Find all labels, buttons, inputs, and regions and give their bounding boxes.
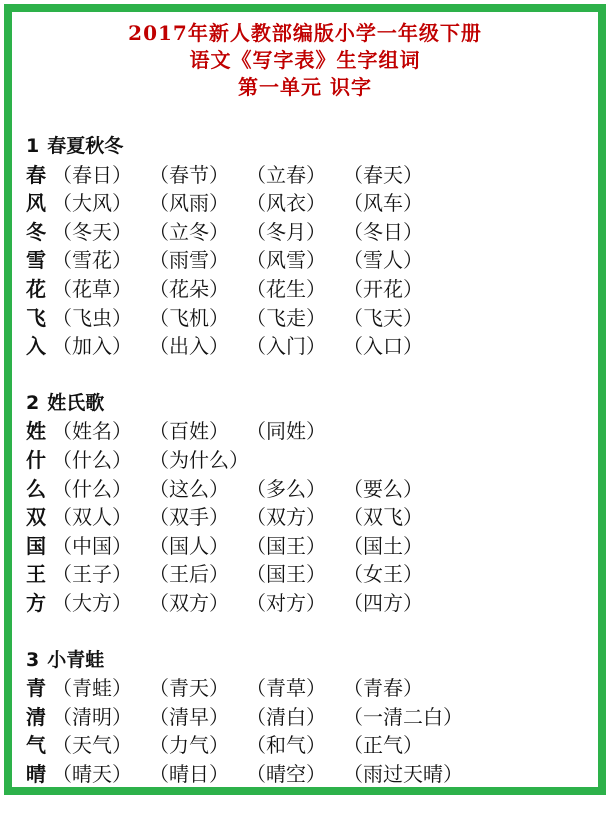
title-line-2: 语文《写字表》生字组词 bbox=[189, 48, 421, 72]
character: 晴 bbox=[26, 761, 46, 786]
character: 花 bbox=[26, 276, 46, 301]
word-group: （晴日） bbox=[149, 761, 229, 786]
word-group: （双飞） bbox=[343, 505, 423, 530]
word-group: （力气） bbox=[149, 733, 229, 758]
word-group: （青草） bbox=[246, 676, 326, 701]
word-group: （飞走） bbox=[246, 305, 326, 330]
word-group: （青蛙） bbox=[52, 676, 132, 701]
lesson-number: 1 bbox=[26, 135, 40, 157]
word-group: （同姓） bbox=[246, 419, 326, 444]
word-group: （要么） bbox=[343, 476, 423, 501]
character: 姓 bbox=[26, 419, 46, 444]
word-group: （飞虫） bbox=[52, 305, 132, 330]
word-group: （花草） bbox=[52, 276, 132, 301]
word-group: （天气） bbox=[52, 733, 132, 758]
word-group: （百姓） bbox=[149, 419, 229, 444]
character-row bbox=[26, 332, 588, 361]
word-group: （风车） bbox=[343, 191, 423, 216]
word-group: （入口） bbox=[343, 334, 423, 359]
word-group: （双手） bbox=[149, 505, 229, 530]
word-group: （风雨） bbox=[149, 191, 229, 216]
word-group: （青天） bbox=[149, 676, 229, 701]
character-row bbox=[26, 674, 588, 703]
word-group: （青春） bbox=[343, 676, 423, 701]
word-group: （多么） bbox=[246, 476, 326, 501]
character: 风 bbox=[26, 191, 46, 216]
word-group: （一清二白） bbox=[343, 704, 463, 729]
character-row bbox=[26, 560, 588, 589]
word-group: （清明） bbox=[52, 704, 132, 729]
word-group: （中国） bbox=[52, 533, 132, 558]
word-group: （晴天） bbox=[52, 761, 132, 786]
lesson-heading bbox=[26, 389, 588, 418]
word-group: （清早） bbox=[149, 704, 229, 729]
word-group: （正气） bbox=[343, 733, 423, 758]
word-group: （双方） bbox=[149, 590, 229, 615]
word-group: （立冬） bbox=[149, 219, 229, 244]
character-row bbox=[26, 246, 588, 275]
word-group: （姓名） bbox=[52, 419, 132, 444]
character-row bbox=[26, 731, 588, 760]
character-row bbox=[26, 446, 588, 475]
character: 方 bbox=[26, 590, 46, 615]
character: 清 bbox=[26, 704, 46, 729]
word-group: （王后） bbox=[149, 562, 229, 587]
character: 王 bbox=[26, 562, 46, 587]
word-group: （女王） bbox=[343, 562, 423, 587]
lesson-section bbox=[26, 389, 588, 618]
word-group: （什么） bbox=[52, 447, 132, 472]
worksheet-frame bbox=[4, 4, 606, 795]
character: 冬 bbox=[26, 219, 46, 244]
word-group: （四方） bbox=[343, 590, 423, 615]
word-group: （什么） bbox=[52, 476, 132, 501]
character: 雪 bbox=[26, 248, 46, 273]
character: 国 bbox=[26, 533, 46, 558]
word-group: （立春） bbox=[246, 162, 326, 187]
lesson-title: 小青蛙 bbox=[47, 648, 105, 671]
word-group: （雪人） bbox=[343, 248, 423, 273]
character: 什 bbox=[26, 447, 46, 472]
character: 气 bbox=[26, 733, 46, 758]
word-group: （国人） bbox=[149, 533, 229, 558]
word-list bbox=[26, 132, 588, 816]
lesson-title: 春夏秋冬 bbox=[47, 135, 124, 157]
word-group: （双方） bbox=[246, 505, 326, 530]
character-row bbox=[26, 218, 588, 247]
word-group: （出入） bbox=[149, 334, 229, 359]
title-block bbox=[12, 20, 598, 101]
character: 么 bbox=[26, 476, 46, 501]
character: 春 bbox=[26, 162, 46, 187]
word-group: （雪花） bbox=[52, 248, 132, 273]
word-group: （对方） bbox=[246, 590, 326, 615]
word-group: （雨过天晴） bbox=[343, 761, 463, 786]
character-row bbox=[26, 189, 588, 218]
character-row bbox=[26, 589, 588, 618]
character-row bbox=[26, 304, 588, 333]
word-group: （风衣） bbox=[246, 191, 326, 216]
word-group: （晴空） bbox=[246, 761, 326, 786]
character-row bbox=[26, 760, 588, 789]
word-group: （雨雪） bbox=[149, 248, 229, 273]
word-group: （花朵） bbox=[149, 276, 229, 301]
word-group: （大方） bbox=[52, 590, 132, 615]
title-line-3: 第一单元 识字 bbox=[238, 75, 372, 99]
lesson-number: 2 bbox=[26, 391, 40, 414]
character: 青 bbox=[26, 676, 46, 701]
title-line-1: 2017年新人教部编版小学一年级下册 bbox=[128, 21, 482, 45]
word-group: （国王） bbox=[246, 533, 326, 558]
word-group: （飞机） bbox=[149, 305, 229, 330]
character-row bbox=[26, 161, 588, 190]
character-row bbox=[26, 703, 588, 732]
word-group: （国土） bbox=[343, 533, 423, 558]
word-group: （双人） bbox=[52, 505, 132, 530]
character: 双 bbox=[26, 505, 46, 530]
lesson-title: 姓氏歌 bbox=[47, 391, 105, 414]
character-row bbox=[26, 417, 588, 446]
word-group: （冬日） bbox=[343, 219, 423, 244]
word-group: （清白） bbox=[246, 704, 326, 729]
word-group: （和气） bbox=[246, 733, 326, 758]
lesson-heading bbox=[26, 646, 588, 675]
character-row bbox=[26, 503, 588, 532]
character-row bbox=[26, 475, 588, 504]
word-group: （王子） bbox=[52, 562, 132, 587]
word-group: （花生） bbox=[246, 276, 326, 301]
lesson-section bbox=[26, 132, 588, 361]
lesson-number: 3 bbox=[26, 648, 40, 671]
character-row bbox=[26, 275, 588, 304]
character: 入 bbox=[26, 334, 46, 359]
word-group: （国王） bbox=[246, 562, 326, 587]
lesson-heading bbox=[26, 132, 588, 161]
character-row bbox=[26, 532, 588, 561]
word-group: （加入） bbox=[52, 334, 132, 359]
word-group: （春日） bbox=[52, 162, 132, 187]
word-group: （飞天） bbox=[343, 305, 423, 330]
word-group: （大风） bbox=[52, 191, 132, 216]
word-group: （开花） bbox=[343, 276, 423, 301]
word-group: （风雪） bbox=[246, 248, 326, 273]
word-group: （为什么） bbox=[149, 447, 249, 472]
word-group: （春天） bbox=[343, 162, 423, 187]
word-group: （冬月） bbox=[246, 219, 326, 244]
word-group: （春节） bbox=[149, 162, 229, 187]
word-group: （入门） bbox=[246, 334, 326, 359]
lesson-section bbox=[26, 646, 588, 789]
character: 飞 bbox=[26, 305, 46, 330]
word-group: （冬天） bbox=[52, 219, 132, 244]
word-group: （这么） bbox=[149, 476, 229, 501]
